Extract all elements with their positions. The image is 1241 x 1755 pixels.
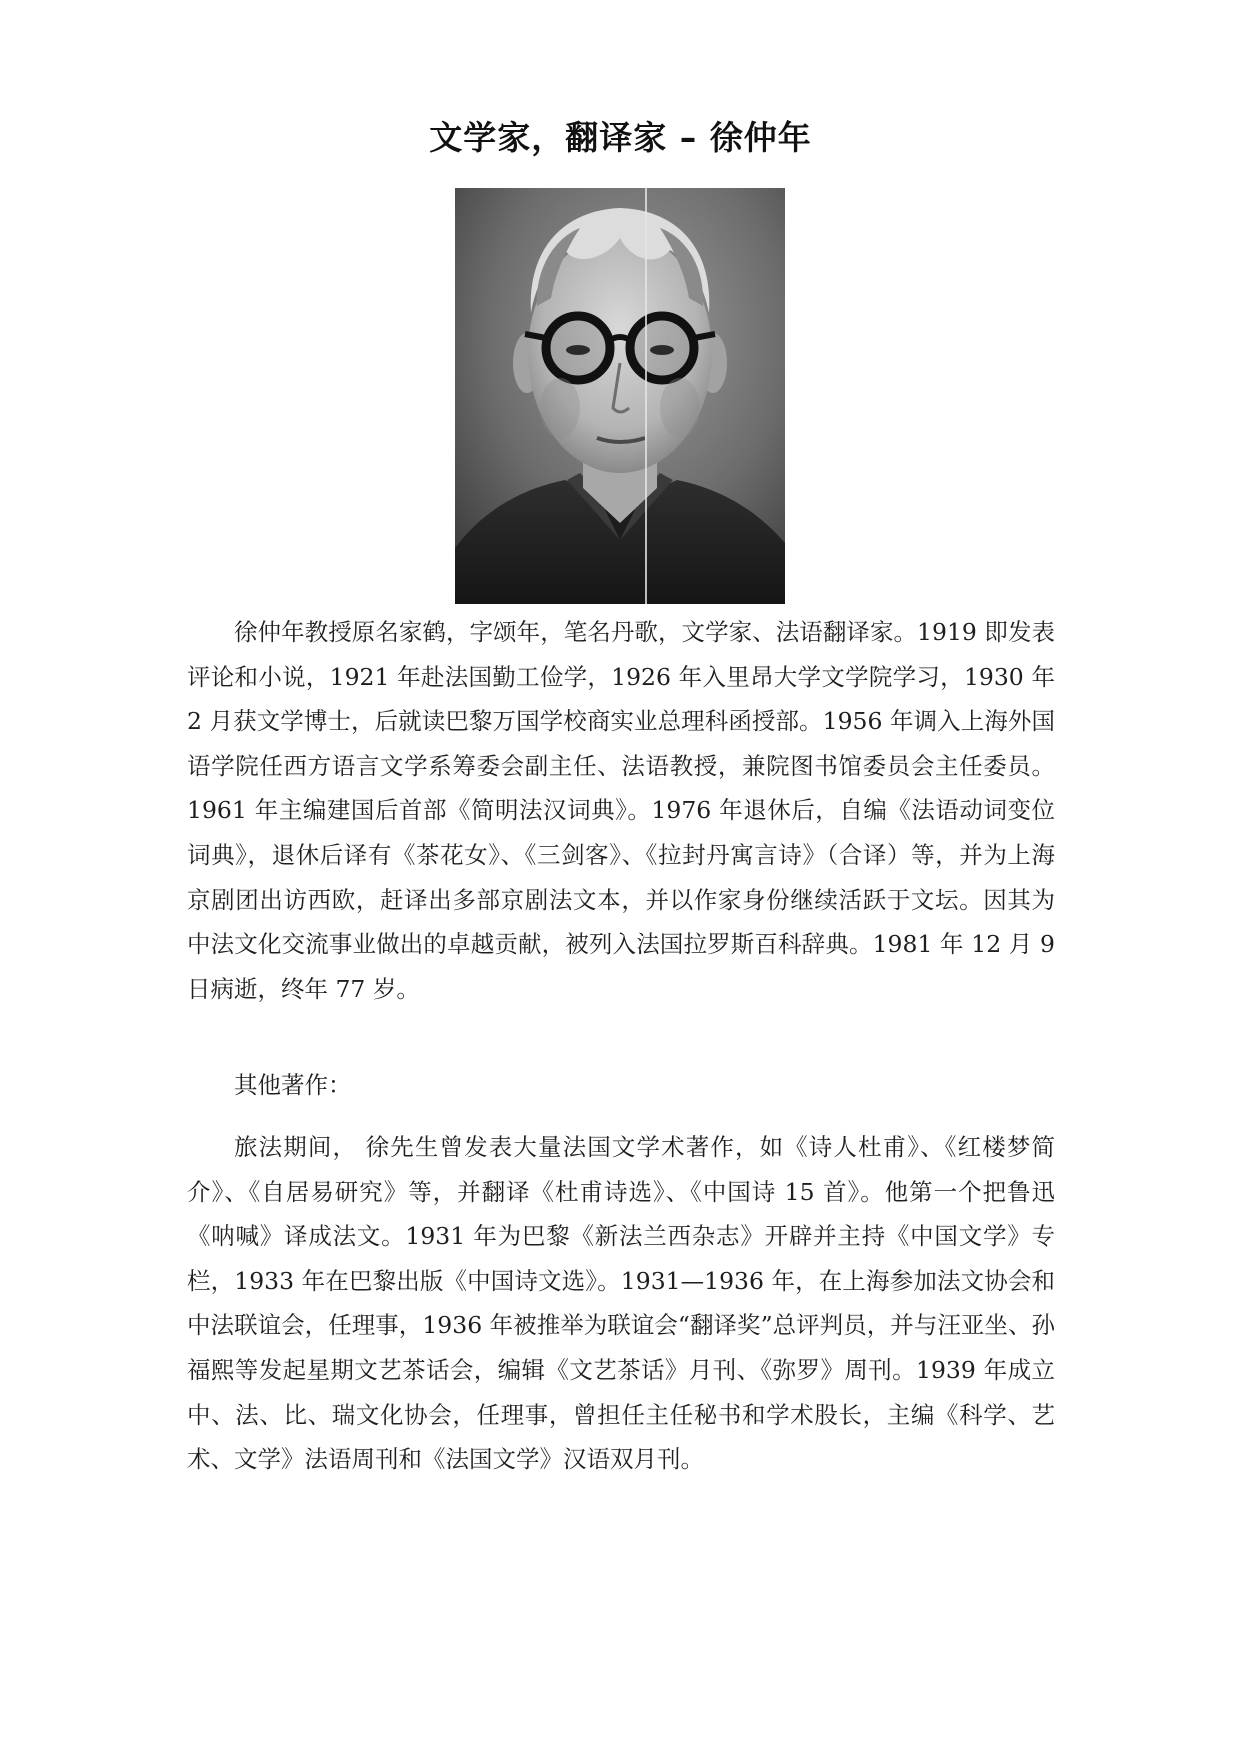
portrait-photo <box>455 188 785 604</box>
other-works-paragraph: 旅法期间， 徐先生曾发表大量法国文学术著作，如《诗人杜甫》、《红楼梦简介》、《自居易研究》等，并翻译《杜甫诗选》、《中国诗 15 首》。他第一个把鲁迅《呐喊》译成法文。1931 年为巴黎《新法兰西杂志》开辟并主持《中国文学》专栏，1933 年在巴黎出版《中国诗文选》。1931—1936 年，在上海参加法文协会和中法联谊会，任理事，1936 年被推举为联谊会“翻译奖”总评判员，并与汪亚坐、孙福熙等发起星期文艺茶话会，编辑《文艺茶话》月刊、《弥罗》周刊。1939 年成立中、法、比、瑞文化协会，任理事，曾担任主任秘书和学术股长，主编《科学、艺术、文学》法语周刊和《法国文学》汉语双月刊。 <box>187 1133 1055 1474</box>
biography-paragraph: 徐仲年教授原名家鹤，字颂年，笔名丹歌，文学家、法语翻译家。1919 即发表评论和小说，1921 年赴法国勤工俭学，1926 年入里昂大学文学院学习，1930 年 2 月获文学博士，后就读巴黎万国学校商实业总理科函授部。1956 年调入上海外国语学院任西方语言文学系筹委会副主任、法语教授，兼院图书馆委员会主任委员。1961 年主编建国后首部《简明法汉词典》。1976 年退休后，自编《法语动词变位词典》，退休后译有《茶花女》、《三剑客》、《拉封丹寓言诗》（合译）等，并为上海京剧团出访西欧，赶译出多部京剧法文本，并以作家身份继续活跃于文坛。因其为中法文化交流事业做出的卓越贡献，被列入法国拉罗斯百科辞典。1981 年 12 月 9 日病逝，终年 77 岁。 <box>187 618 1055 1003</box>
other-works-heading: 其他著作： <box>234 1071 352 1099</box>
page-title: 文学家，翻译家 – 徐仲年 <box>429 118 812 157</box>
